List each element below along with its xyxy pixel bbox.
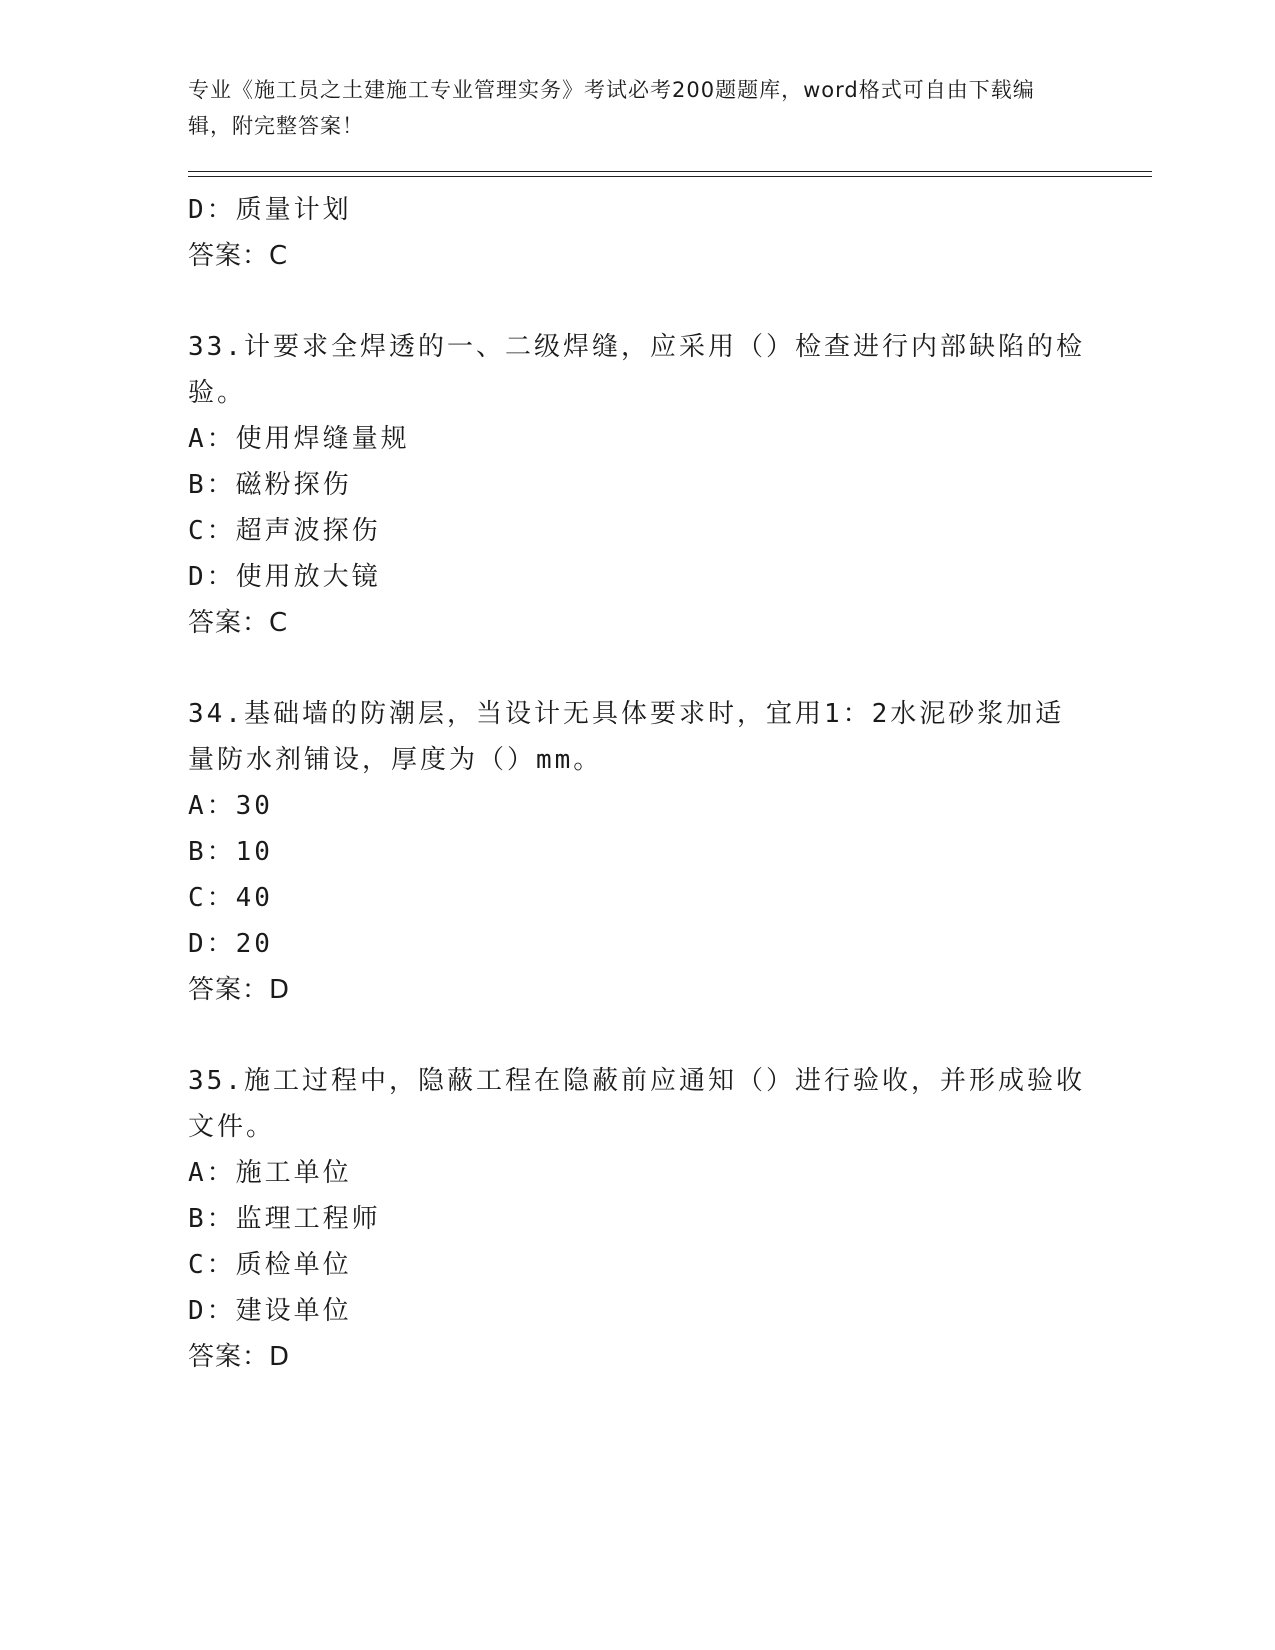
prev-option-d: D：质量计划 [188,195,352,225]
question-text: 33.计要求全焊透的一、二级焊缝，应采用（）检查进行内部缺陷的检验。 [188,332,1085,408]
option-a: A：使用焊缝量规 [188,424,410,454]
prev-answer: 答案：C [188,241,289,271]
option-c: C：40 [188,883,273,913]
option-b: B：磁粉探伤 [188,470,352,500]
option-b: B：监理工程师 [188,1204,381,1234]
option-a: A：施工单位 [188,1158,352,1188]
spacer [188,279,1088,324]
spacer [188,1013,1088,1058]
question-35 [188,1058,1088,1380]
question-text: 35.施工过程中，隐蔽工程在隐蔽前应通知（）进行验收，并形成验收文件。 [188,1066,1085,1142]
option-a: A：30 [188,791,273,821]
question-list [188,187,1088,1380]
document-header: 专业《施工员之土建施工专业管理实务》考试必考200题题库，word格式可自由下载编辑，附完整答案！ [188,78,1035,138]
option-c: C：质检单位 [188,1250,352,1280]
option-b: B：10 [188,837,273,867]
option-d: D：20 [188,929,273,959]
option-c: C：超声波探伤 [188,516,381,546]
question-text: 34.基础墙的防潮层，当设计无具体要求时，宜用1：2水泥砂浆加适量防水剂铺设，厚度为（）mm。 [188,699,1065,775]
spacer [188,646,1088,691]
question-34 [188,691,1088,1013]
option-d: D：使用放大镜 [188,562,381,592]
header-rule-top [188,171,1152,172]
header-rule-bottom [188,176,1152,177]
answer: 答案：C [188,608,289,638]
answer: 答案：D [188,1342,291,1372]
question-33 [188,324,1088,646]
answer: 答案：D [188,975,291,1005]
option-d: D：建设单位 [188,1296,352,1326]
